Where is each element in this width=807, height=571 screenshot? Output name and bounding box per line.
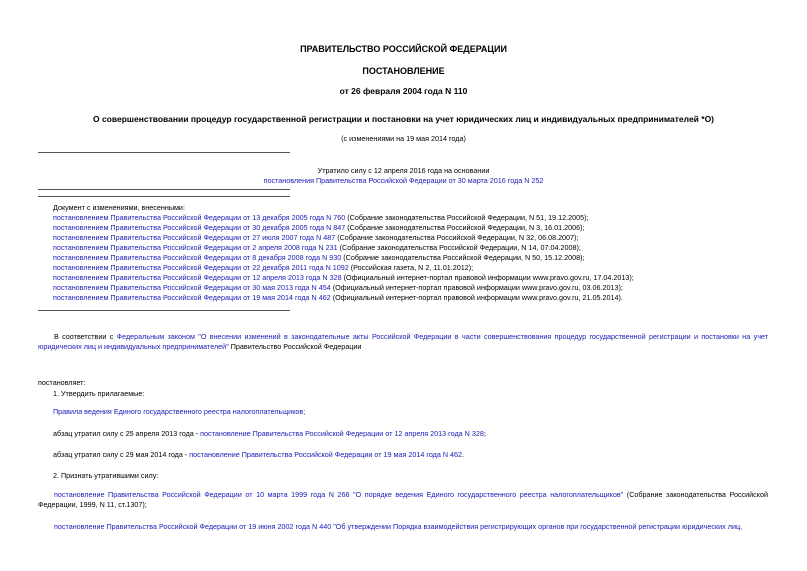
amendment-link[interactable]: постановлением Правительства Российской Федерации от 30 мая 2013 года N 454 [53, 283, 331, 292]
repeal-note: Утратило силу с 12 апреля 2016 года на основании [317, 166, 490, 175]
amendment-source: (Собрание законодательства Российской Федерации, N 51, 19.12.2005); [345, 213, 589, 222]
amendments-heading: Документ с изменениями, внесенными: [53, 203, 185, 212]
clause-1-item [53, 407, 305, 416]
amendment-item [53, 283, 623, 292]
repeal-source-link[interactable]: постановление Правительства Российской Федерации от 19 мая 2014 года N 462 [189, 450, 463, 459]
repealed-text: абзац утратил силу с 29 мая 2014 года - [53, 450, 190, 459]
amendment-source: (Собрание законодательства Российской Федерации, N 3, 16.01.2006); [345, 223, 585, 232]
clause-1: 1. Утвердить прилагаемые: [53, 389, 145, 398]
amendment-item [53, 223, 585, 232]
amendment-link[interactable]: постановлением Правительства Российской Федерации от 2 апреля 2008 года N 231 [53, 243, 338, 252]
document-title: О совершенствовании процедур государственной регистрации и постановки на учет юридических лиц и индивидуальных предпринимателей *О) [92, 114, 715, 124]
amendment-item [53, 243, 581, 252]
amendment-source: (Собрание законодательства Российской Федерации, N 14, 07.04.2008); [337, 243, 581, 252]
amendment-link[interactable]: постановлением Правительства Российской Федерации от 19 мая 2014 года N 462 [53, 293, 331, 302]
separator-rule [38, 196, 290, 197]
amendment-link[interactable]: постановлением Правительства Российской Федерации от 22 декабря 2011 года N 1092 [53, 263, 349, 272]
clause-2-item [38, 490, 768, 510]
amendment-link[interactable]: постановлением Правительства Российской Федерации от 27 июля 2007 года N 487 [53, 233, 336, 242]
clause-2: 2. Признать утратившими силу: [53, 471, 159, 480]
amendment-source: (Собрание законодательства Российской Федерации, N 50, 15.12.2008); [341, 253, 585, 262]
clause-1-repealed-paragraph [53, 450, 464, 459]
amendment-link[interactable]: постановлением Правительства Российской Федерации от 12 апреля 2013 года N 328 [53, 273, 342, 282]
government-heading: ПРАВИТЕЛЬСТВО РОССИЙСКОЙ ФЕДЕРАЦИИ [300, 44, 507, 54]
repeal-source-link[interactable]: постановление Правительства Российской Федерации от 12 апреля 2013 года N 328 [200, 429, 484, 438]
repealed-act-link[interactable]: постановление Правительства Российской Федерации от 10 марта 1999 года N 266 "О порядке ведения Единого государственного реестра налогоплательщиков" [54, 490, 624, 499]
amendment-item [53, 233, 578, 242]
amendment-source: (Российская газета, N 2, 11.01.2012); [348, 263, 474, 272]
clause-1-repealed-paragraph [53, 429, 486, 438]
amendment-source: (Официальный интернет-портал правовой информации www.pravo.gov.ru, 17.04.2013); [341, 273, 634, 282]
repeal-link[interactable] [0, 176, 807, 185]
repealed-act-link[interactable]: постановление Правительства Российской Федерации от 19 июня 2002 года N 440 "Об утверждении Порядка взаимодействия регистрирующих органов при государственной регистрации юридических лиц, [54, 522, 743, 531]
amendment-item [53, 213, 589, 222]
separator-rule [38, 152, 290, 153]
amendment-link[interactable]: постановлением Правительства Российской Федерации от 8 декабря 2008 года N 930 [53, 253, 342, 262]
amendment-source: (Официальный интернет-портал правовой информации www.pravo.gov.ru, 03.06.2013); [330, 283, 623, 292]
preamble-suffix: Правительство Российской Федерации [228, 342, 362, 351]
punctuation: . [462, 450, 465, 459]
preamble-prefix: В соответствии с [54, 332, 117, 341]
amendment-item [53, 253, 585, 262]
clause-2-item [38, 522, 768, 532]
repealed-text: абзац утратил силу с 25 апреля 2013 года - [53, 429, 201, 438]
amendment-source: (Собрание законодательства Российской Федерации, N 32, 06.08.2007); [335, 233, 579, 242]
repeal-link-text[interactable]: постановления Правительства Российской Федерации от 30 марта 2016 года N 252 [263, 176, 544, 185]
separator-rule [38, 310, 290, 311]
amendment-item [53, 263, 473, 272]
amendment-link[interactable]: постановлением Правительства Российской Федерации от 13 декабря 2005 года N 760 [53, 213, 346, 222]
document-type: ПОСТАНОВЛЕНИЕ [362, 66, 445, 76]
registry-rules-link[interactable]: Правила ведения Единого государственного реестра налогоплательщиков; [53, 407, 306, 416]
separator-rule [38, 189, 290, 190]
federal-law-link[interactable]: Федеральным законом "О внесении изменений в законодательные акты Российской Федерации в части совершенствования процедур государственной регистрации и постановки на учет юридических лиц и индивидуальных предпринимателей" [38, 332, 768, 351]
revision-note: (с изменениями на 19 мая 2014 года) [341, 134, 466, 143]
resolves-text: постановляет: [38, 378, 86, 387]
amendment-item [53, 273, 634, 282]
punctuation: ; [483, 429, 486, 438]
preamble-paragraph [38, 332, 768, 352]
amendment-link[interactable]: постановлением Правительства Российской Федерации от 30 декабря 2005 года N 847 [53, 223, 346, 232]
amendment-source: (Официальный интернет-портал правовой информации www.pravo.gov.ru, 21.05.2014). [330, 293, 623, 302]
amendment-item [53, 293, 623, 302]
repealed-act-source: (Собрание законодательства Российской Федерации, 1999, N 11, ст.1307); [38, 490, 768, 509]
document-date-number: от 26 февраля 2004 года N 110 [339, 86, 468, 96]
